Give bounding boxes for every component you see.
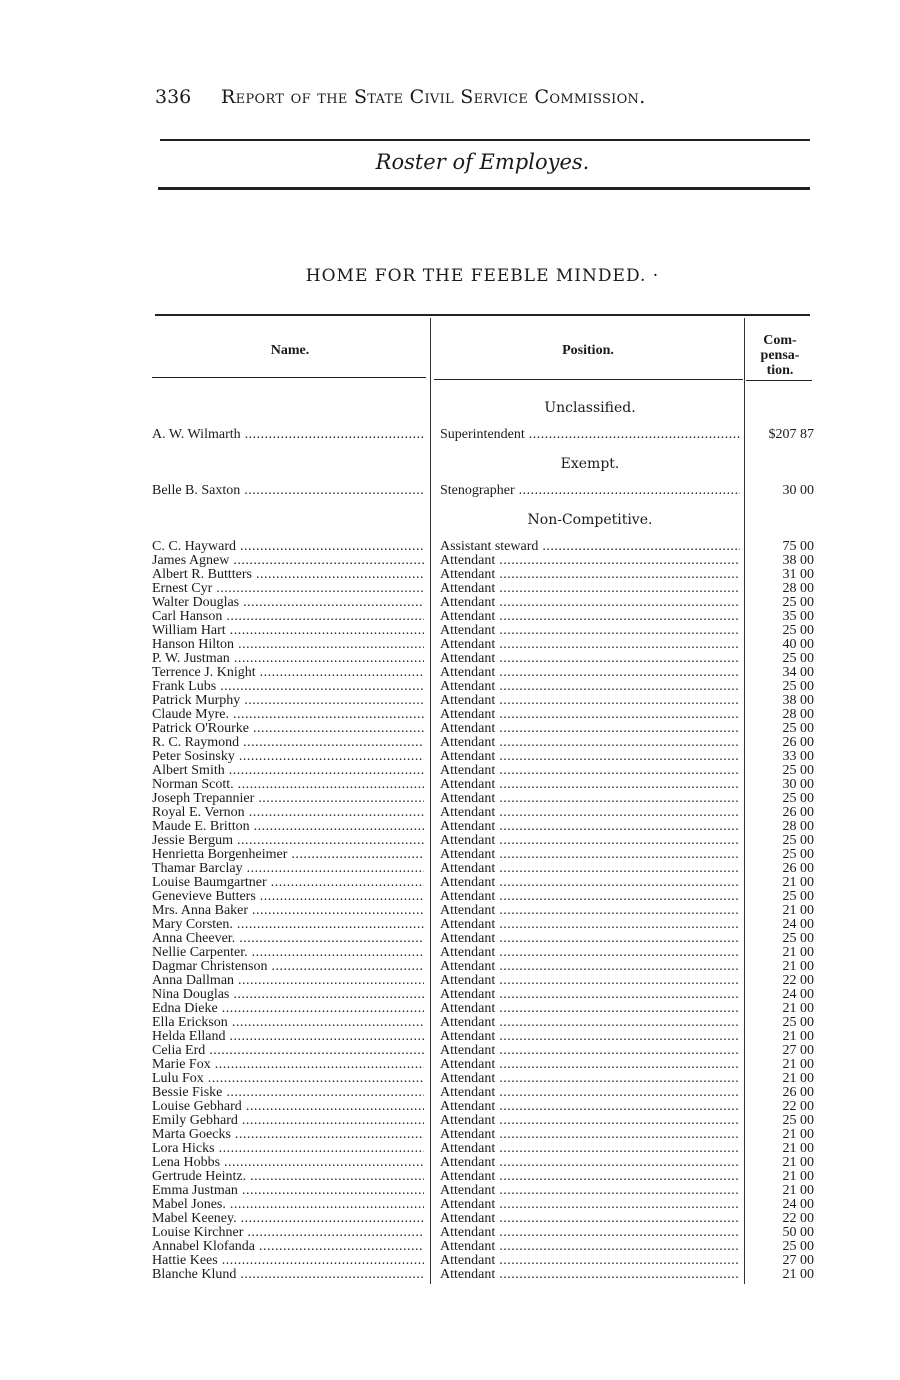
header-rule-bottom [158, 187, 810, 190]
employee-position: Attendant ..... [440, 666, 740, 680]
employee-name: Ernest Cyr ..... [152, 582, 424, 596]
employee-compensation: 22 00 [782, 1100, 814, 1114]
employee-name: Patrick Murphy ..... [152, 694, 424, 708]
employee-name: Royal E. Vernon ..... [152, 806, 424, 820]
employee-name: Hattie Kees ..... [152, 1254, 424, 1268]
employee-name: Belle B. Saxton ..... [152, 484, 424, 498]
page-number: 336 [155, 86, 192, 108]
header-rule-top [160, 139, 810, 141]
employee-compensation: 27 00 [782, 1254, 814, 1268]
group-heading-unclassified: Unclassified. [544, 400, 636, 416]
employee-compensation: 25 00 [782, 792, 814, 806]
employee-name: Albert R. Buttters ..... [152, 568, 424, 582]
employee-name: Marta Goecks ..... [152, 1128, 424, 1142]
employee-position: Attendant ..... [440, 1170, 740, 1184]
employee-compensation: 25 00 [782, 680, 814, 694]
employee-name: R. C. Raymond ..... [152, 736, 424, 750]
employee-name: Hanson Hilton ..... [152, 638, 424, 652]
employee-position: Attendant ..... [440, 1058, 740, 1072]
employee-name: Emily Gebhard ..... [152, 1114, 424, 1128]
employee-position: Attendant ..... [440, 778, 740, 792]
employee-compensation: 21 00 [782, 1142, 814, 1156]
employee-compensation: 21 00 [782, 946, 814, 960]
header-underline-name [152, 377, 426, 378]
employee-position: Attendant ..... [440, 946, 740, 960]
group-heading-non-competitive: Non-Competitive. [527, 512, 653, 528]
employee-compensation: 24 00 [782, 918, 814, 932]
employee-name: Terrence J. Knight ..... [152, 666, 424, 680]
employee-compensation: 25 00 [782, 834, 814, 848]
employee-compensation: 40 00 [782, 638, 814, 652]
employee-compensation: 28 00 [782, 582, 814, 596]
employee-compensation: 21 00 [782, 1128, 814, 1142]
employee-name: Mabel Keeney. ..... [152, 1212, 424, 1226]
employee-name: James Agnew ..... [152, 554, 424, 568]
employee-name: Carl Hanson ..... [152, 610, 424, 624]
employee-position: Attendant ..... [440, 988, 740, 1002]
employee-name: Joseph Trepannier ..... [152, 792, 424, 806]
employee-name: Lena Hobbs ..... [152, 1156, 424, 1170]
employee-compensation: 25 00 [782, 624, 814, 638]
employee-compensation: 35 00 [782, 610, 814, 624]
employee-position: Attendant ..... [440, 1072, 740, 1086]
employee-name: Thamar Barclay ..... [152, 862, 424, 876]
employee-name: Helda Elland ..... [152, 1030, 424, 1044]
employee-position: Attendant ..... [440, 1142, 740, 1156]
employee-compensation: 21 00 [782, 1030, 814, 1044]
employee-compensation: 21 00 [782, 904, 814, 918]
employee-compensation: 21 00 [782, 1268, 814, 1282]
employee-compensation: $207 87 [768, 428, 814, 442]
employee-position: Attendant ..... [440, 1030, 740, 1044]
column-divider-left [430, 318, 431, 1284]
employee-position: Attendant ..... [440, 1226, 740, 1240]
employee-name: Peter Sosinsky ..... [152, 750, 424, 764]
employee-name: Anna Cheever. ..... [152, 932, 424, 946]
employee-position: Attendant ..... [440, 596, 740, 610]
employee-name: Nina Douglas ..... [152, 988, 424, 1002]
employee-position: Attendant ..... [440, 1240, 740, 1254]
employee-position: Attendant ..... [440, 1198, 740, 1212]
employee-compensation: 25 00 [782, 932, 814, 946]
employee-position: Attendant ..... [440, 960, 740, 974]
employee-position: Attendant ..... [440, 610, 740, 624]
employee-name: Celia Erd ..... [152, 1044, 424, 1058]
employee-name: Genevieve Butters ..... [152, 890, 424, 904]
employee-position: Attendant ..... [440, 708, 740, 722]
employee-position: Attendant ..... [440, 568, 740, 582]
employee-position: Attendant ..... [440, 1086, 740, 1100]
employee-position: Attendant ..... [440, 848, 740, 862]
employee-name: Louise Baumgartner ..... [152, 876, 424, 890]
employee-compensation: 22 00 [782, 974, 814, 988]
employee-name: Mrs. Anna Baker ..... [152, 904, 424, 918]
employee-name: Edna Dieke ..... [152, 1002, 424, 1016]
employee-compensation: 75 00 [782, 540, 814, 554]
employee-name: Claude Myre. ..... [152, 708, 424, 722]
employee-compensation: 24 00 [782, 988, 814, 1002]
employee-position: Attendant ..... [440, 1044, 740, 1058]
employee-compensation: 21 00 [782, 960, 814, 974]
employee-name: Louise Kirchner ..... [152, 1226, 424, 1240]
employee-name: Emma Justman ..... [152, 1184, 424, 1198]
employee-compensation: 26 00 [782, 1086, 814, 1100]
header-underline-position [434, 379, 743, 380]
employee-name: Lora Hicks ..... [152, 1142, 424, 1156]
employee-position: Attendant ..... [440, 1254, 740, 1268]
employee-name: Ella Erickson ..... [152, 1016, 424, 1030]
column-header-name: Name. [270, 343, 310, 358]
employee-position: Attendant ..... [440, 624, 740, 638]
employee-position: Attendant ..... [440, 680, 740, 694]
employee-position: Attendant ..... [440, 1128, 740, 1142]
employee-position: Attendant ..... [440, 554, 740, 568]
employee-compensation: 50 00 [782, 1226, 814, 1240]
employee-position: Attendant ..... [440, 792, 740, 806]
employee-name: Patrick O'Rourke ..... [152, 722, 424, 736]
employee-position: Attendant ..... [440, 904, 740, 918]
employee-position: Attendant ..... [440, 764, 740, 778]
employee-name: P. W. Justman ..... [152, 652, 424, 666]
employee-position: Attendant ..... [440, 1100, 740, 1114]
employee-compensation: 25 00 [782, 1240, 814, 1254]
employee-position: Attendant ..... [440, 582, 740, 596]
employee-position: Superintendent ..... [440, 428, 740, 442]
page-subtitle: Roster of Employes. [375, 150, 590, 174]
employee-name: Blanche Klund ..... [152, 1268, 424, 1282]
employee-position: Attendant ..... [440, 932, 740, 946]
employee-compensation: 28 00 [782, 708, 814, 722]
column-header-compensation: Com- pensa- tion. [760, 333, 800, 378]
employee-compensation: 24 00 [782, 1198, 814, 1212]
employee-position: Attendant ..... [440, 638, 740, 652]
employee-compensation: 30 00 [782, 484, 814, 498]
column-header-position: Position. [562, 343, 614, 358]
section-title: HOME FOR THE FEEBLE MINDED. · [305, 266, 660, 286]
employee-position: Stenographer ..... [440, 484, 740, 498]
employee-name: Gertrude Heintz. ..... [152, 1170, 424, 1184]
page-header [155, 86, 810, 108]
employee-compensation: 25 00 [782, 848, 814, 862]
employee-compensation: 26 00 [782, 862, 814, 876]
employee-position: Attendant ..... [440, 862, 740, 876]
employee-position: Attendant ..... [440, 820, 740, 834]
employee-compensation: 25 00 [782, 890, 814, 904]
employee-position: Attendant ..... [440, 974, 740, 988]
employee-name: William Hart ..... [152, 624, 424, 638]
employee-name: A. W. Wilmarth ..... [152, 428, 424, 442]
employee-position: Attendant ..... [440, 890, 740, 904]
employee-compensation: 21 00 [782, 1072, 814, 1086]
employee-position: Attendant ..... [440, 876, 740, 890]
employee-position: Attendant ..... [440, 694, 740, 708]
employee-position: Attendant ..... [440, 750, 740, 764]
employee-compensation: 25 00 [782, 596, 814, 610]
employee-position: Attendant ..... [440, 1002, 740, 1016]
employee-name: Mary Corsten. ..... [152, 918, 424, 932]
employee-compensation: 21 00 [782, 1170, 814, 1184]
employee-name: Walter Douglas ..... [152, 596, 424, 610]
employee-name: Nellie Carpenter. ..... [152, 946, 424, 960]
employee-compensation: 25 00 [782, 764, 814, 778]
employee-name: Dagmar Christenson ..... [152, 960, 424, 974]
group-heading-exempt: Exempt. [560, 456, 620, 472]
employee-position: Attendant ..... [440, 1268, 740, 1282]
employee-position: Attendant ..... [440, 1016, 740, 1030]
employee-compensation: 21 00 [782, 1156, 814, 1170]
employee-position: Attendant ..... [440, 806, 740, 820]
employee-name: Bessie Fiske ..... [152, 1086, 424, 1100]
employee-compensation: 21 00 [782, 876, 814, 890]
employee-name: Henrietta Borgenheimer ..... [152, 848, 424, 862]
employee-name: Albert Smith ..... [152, 764, 424, 778]
employee-compensation: 26 00 [782, 806, 814, 820]
employee-compensation: 25 00 [782, 1114, 814, 1128]
employee-position: Attendant ..... [440, 1212, 740, 1226]
employee-compensation: 28 00 [782, 820, 814, 834]
employee-name: Maude E. Britton ..... [152, 820, 424, 834]
employee-name: Norman Scott. ..... [152, 778, 424, 792]
employee-name: Annabel Klofanda ..... [152, 1240, 424, 1254]
employee-position: Attendant ..... [440, 1114, 740, 1128]
employee-compensation: 21 00 [782, 1058, 814, 1072]
table-top-rule [155, 314, 810, 316]
employee-name: Mabel Jones. ..... [152, 1198, 424, 1212]
employee-compensation: 30 00 [782, 778, 814, 792]
employee-compensation: 26 00 [782, 736, 814, 750]
employee-position: Assistant steward ..... [440, 540, 740, 554]
employee-compensation: 31 00 [782, 568, 814, 582]
employee-compensation: 27 00 [782, 1044, 814, 1058]
employee-name: Anna Dallman ..... [152, 974, 424, 988]
employee-position: Attendant ..... [440, 722, 740, 736]
employee-position: Attendant ..... [440, 918, 740, 932]
employee-name: Lulu Fox ..... [152, 1072, 424, 1086]
employee-name: Jessie Bergum ..... [152, 834, 424, 848]
employee-compensation: 25 00 [782, 652, 814, 666]
employee-name: Louise Gebhard ..... [152, 1100, 424, 1114]
employee-name: Marie Fox ..... [152, 1058, 424, 1072]
employee-name: Frank Lubs ..... [152, 680, 424, 694]
employee-compensation: 21 00 [782, 1002, 814, 1016]
header-underline-compensation [746, 380, 812, 381]
employee-compensation: 25 00 [782, 722, 814, 736]
employee-compensation: 22 00 [782, 1212, 814, 1226]
employee-position: Attendant ..... [440, 736, 740, 750]
employee-position: Attendant ..... [440, 834, 740, 848]
column-divider-right [744, 318, 745, 1284]
employee-compensation: 38 00 [782, 694, 814, 708]
employee-compensation: 34 00 [782, 666, 814, 680]
employee-compensation: 21 00 [782, 1184, 814, 1198]
employee-compensation: 25 00 [782, 1016, 814, 1030]
employee-position: Attendant ..... [440, 652, 740, 666]
running-title: Report of the State Civil Service Commission. [221, 86, 646, 108]
employee-name: C. C. Hayward ..... [152, 540, 424, 554]
employee-position: Attendant ..... [440, 1156, 740, 1170]
employee-position: Attendant ..... [440, 1184, 740, 1198]
employee-compensation: 38 00 [782, 554, 814, 568]
employee-compensation: 33 00 [782, 750, 814, 764]
